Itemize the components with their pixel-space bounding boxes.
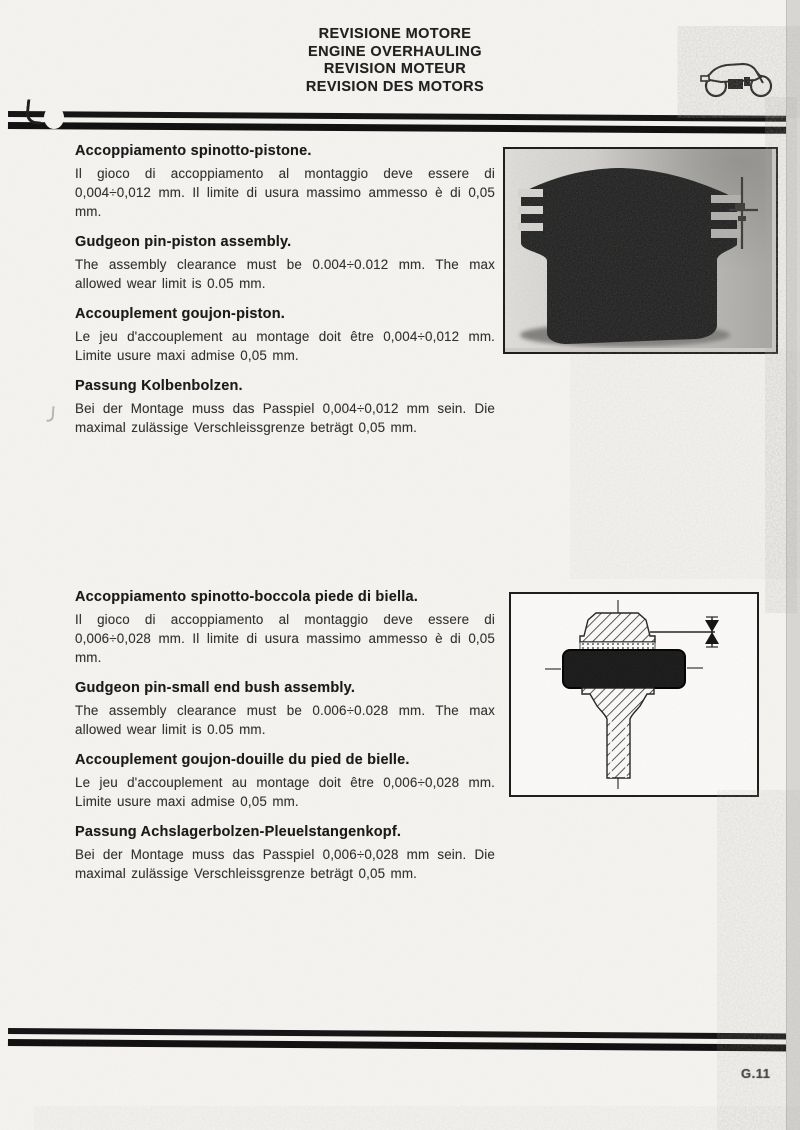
scan-notch-artifact	[44, 106, 64, 129]
section-heading-en: Gudgeon pin-small end bush assembly.	[75, 680, 356, 696]
top-divider	[8, 111, 794, 134]
section-body-de: Bei der Montage muss das Passpiel 0,004÷0,012 mm sein. Die maximal zulässige Verschleissgrenze beträgt 0,05 mm.	[75, 401, 495, 435]
section-heading-de: Passung Achslagerbolzen-Pleuelstangenkopf.	[75, 824, 402, 840]
section-gudgeon-pin-piston	[75, 142, 495, 449]
page-header	[200, 26, 590, 96]
section-body-it: Il gioco di accoppiamento al montaggio deve essere di 0,004÷0,012 mm. Il limite di usura massimo ammesso è di 0,05 mm.	[75, 166, 495, 219]
section-heading-it: Accoppiamento spinotto-boccola piede di biella.	[75, 589, 418, 605]
section-heading-it: Accoppiamento spinotto-pistone.	[75, 143, 312, 159]
section-body-it: Il gioco di accoppiamento al montaggio deve essere di 0,006÷0,028 mm. Il limite di usura massimo ammesso è di 0,05 mm.	[75, 612, 495, 665]
section-heading-de: Passung Kolbenbolzen.	[75, 378, 243, 394]
small-end-drawing-figure	[509, 592, 759, 797]
entry-italian	[75, 588, 495, 667]
entry-french	[75, 751, 495, 811]
section-body-de: Bei der Montage muss das Passpiel 0,006÷0,028 mm sein. Die maximal zulässige Verschleissgrenze beträgt 0,05 mm.	[75, 847, 495, 881]
scan-speck-artifact	[46, 406, 54, 422]
entry-german	[75, 377, 495, 437]
section-body-fr: Le jeu d'accouplement au montage doit être 0,006÷0,028 mm. Limite usure maxi admise 0,05 mm.	[75, 775, 495, 809]
entry-french	[75, 305, 495, 365]
page-title-italian: REVISIONE MOTORE	[318, 26, 472, 42]
page-number: G.11	[741, 1066, 771, 1081]
section-body-en: The assembly clearance must be 0.004÷0.012 mm. The max allowed wear limit is 0.05 mm.	[75, 257, 495, 291]
page-title-english: ENGINE OVERHAULING	[308, 43, 482, 60]
piston-photo-figure	[503, 147, 778, 354]
section-heading-fr: Accouplement goujon-douille du pied de bielle.	[75, 752, 410, 768]
entry-italian	[75, 142, 495, 221]
page-title-french: REVISION MOTEUR	[323, 61, 467, 77]
motorcycle-icon	[699, 52, 779, 100]
bottom-divider	[8, 1028, 790, 1051]
page-title-german: REVISION DES MOTORS	[305, 78, 485, 95]
entry-english	[75, 233, 495, 293]
section-body-en: The assembly clearance must be 0.006÷0.028 mm. The max allowed wear limit is 0.05 mm.	[75, 703, 495, 737]
section-gudgeon-pin-small-end	[75, 588, 495, 895]
entry-german	[75, 823, 495, 883]
entry-english	[75, 679, 495, 739]
section-heading-en: Gudgeon pin-piston assembly.	[75, 234, 292, 250]
section-heading-fr: Accouplement goujon-piston.	[75, 306, 286, 322]
page-edge-shadow	[786, 0, 800, 1130]
section-body-fr: Le jeu d'accouplement au montage doit être 0,004÷0,012 mm. Limite usure maxi admise 0,05 mm.	[75, 329, 495, 363]
